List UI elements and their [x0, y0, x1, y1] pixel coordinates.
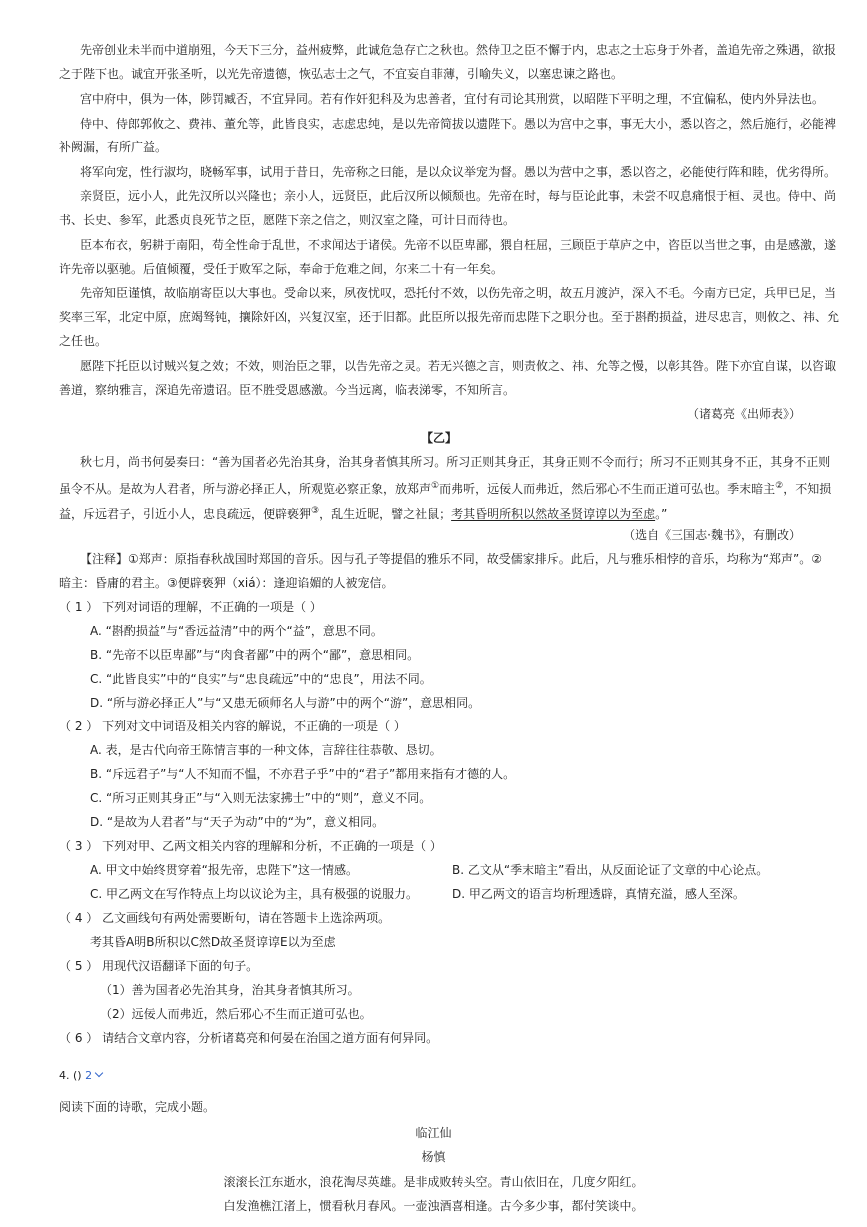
chevron-down-icon[interactable]: [95, 1069, 103, 1077]
yi-line2: [59, 476, 831, 499]
q2-option-a[interactable]: A. 表，是古代向帝王陈情言事的一种文体，言辞往往恭敬、恳切。: [90, 743, 442, 757]
notes-line2: 暗主：昏庸的君主。③便辟亵狎（xiá）：逢迎谄媚的人被宠信。: [59, 576, 394, 590]
jia-p4-line1: 将军向宠，性行淑均，晓畅军事，试用于昔日，先帝称之曰能，是以众议举宠为督。愚以为营中之事，悉以咨之，必能使行阵和睦，优劣得所。: [80, 165, 837, 179]
q1-option-d[interactable]: D. “所与游必择正人”与“又患无硕师名人与游”中的两个“游”，意思相同。: [90, 696, 481, 710]
q5-sentence-1: （1）善为国者必先治其身，治其身者慎其所习。: [100, 983, 360, 997]
q3-option-c[interactable]: C. 甲乙两文在写作特点上均以议论为主，具有极强的说服力。: [90, 887, 419, 901]
yi-line2-text-c: ，不知损: [783, 482, 832, 496]
q2-option-b[interactable]: B. “斥远君子”与“人不知而不愠，不亦君子乎”中的“君子”都用来指有才德的人。: [90, 767, 516, 781]
yi-line3-text-a: 益，斥远君子，引近小人，忠良疏远，便辟亵狎: [59, 507, 312, 521]
jia-p3-line2: 补阙漏，有所广益。: [59, 140, 168, 154]
question-4-number: 4.: [59, 1069, 70, 1082]
question-4-paren: (): [73, 1069, 82, 1082]
yi-line2-text-a: 虽令不从。是故为人君者，所与游必择正人，所观览必察正象，放郑声: [59, 482, 432, 496]
q2-option-c[interactable]: C. “所习正则其身正”与“入则无法家拂士”中的“则”，意义不同。: [90, 791, 432, 805]
jia-p6-line1: 臣本布衣，躬耕于南阳，苟全性命于乱世，不求闻达于诸侯。先帝不以臣卑鄙，猥自枉屈，三顾臣于草庐之中，咨臣以当世之事，由是感激，遂: [80, 238, 837, 252]
jia-p2-line1: 宫中府中，俱为一体，陟罚臧否，不宜异同。若有作奸犯科及为忠善者，宜付有司论其刑赏，以昭陛下平明之理，不宜偏私，使内外异法也。: [80, 92, 825, 106]
poem-instruction: 阅读下面的诗歌，完成小题。: [59, 1100, 216, 1114]
q4-stem: （ 4 ） 乙文画线句有两处需要断句，请在答题卡上选涂两项。: [59, 911, 391, 925]
note-ref-2: ②: [775, 481, 784, 491]
q6-stem: （ 6 ） 请结合文章内容，分析诸葛亮和何晏在治国之道方面有何异同。: [59, 1031, 439, 1045]
yi-line3-text-b: ，乱生近昵，譬之社鼠；: [319, 507, 452, 521]
jia-p1-line1: 先帝创业未半而中道崩殂，今天下三分，益州疲弊，此诚危急存亡之秋也。然侍卫之臣不懈于内，忠志之士忘身于外者，盖追先帝之殊遇，欲报: [80, 43, 837, 57]
q5-stem: （ 5 ） 用现代汉语翻译下面的句子。: [59, 959, 259, 973]
q1-option-a[interactable]: A. “斟酌损益”与“香远益清”中的两个“益”，意思不同。: [90, 624, 383, 638]
jia-p7-line1: 先帝知臣谨慎，故临崩寄臣以大事也。受命以来，夙夜忧叹，恐托付不效，以伤先帝之明，故五月渡泸，深入不毛。今南方已定，兵甲已足，当: [80, 286, 837, 300]
jia-p5-line2: 书、长史、参军，此悉贞良死节之臣，愿陛下亲之信之，则汉室之隆，可计日而待也。: [59, 213, 516, 227]
jia-p5-line1: 亲贤臣，远小人，此先汉所以兴隆也；亲小人，远贤臣，此后汉所以倾颓也。先帝在时，每与臣论此事，未尝不叹息痛恨于桓、灵也。侍中、尚: [80, 189, 837, 203]
jia-source: （诸葛亮《出师表》）: [686, 407, 801, 421]
poem-line-2: 白发渔樵江渚上，惯看秋月春风。一壶浊酒喜相逢。古今多少事，都付笑谈中。: [223, 1199, 644, 1213]
jia-p7-line2: 奖率三军，北定中原，庶竭驽钝，攘除奸凶，兴复汉室，还于旧都。此臣所以报先帝而忠陛下之职分也。至于斟酌损益，进尽忠言，则攸之、祎、允: [59, 310, 840, 324]
yi-line1: 秋七月，尚书何晏奏曰：“善为国者必先治其身，治其身者慎其所习。所习正则其身正，其身正则不令而行；所习不正则其身不正，其身不正则: [80, 455, 831, 469]
notes-line1: 【注释】①郑声：原指春秋战国时郑国的音乐。因与孔子等提倡的雅乐不同，故受儒家排斥。此后，凡与雅乐相悖的音乐，均称为“郑声”。②: [80, 552, 822, 566]
subquestion-count[interactable]: 2: [85, 1069, 93, 1082]
jia-p6-line2: 许先帝以驱驰。后值倾覆，受任于败军之际，奉命于危难之间，尔来二十有一年矣。: [59, 262, 504, 276]
q1-option-c[interactable]: C. “此皆良实”中的“良实”与“忠良疏远”中的“忠良”，用法不同。: [90, 672, 432, 686]
jia-p3-line1: 侍中、侍郎郭攸之、费祎、董允等，此皆良实，志虑忠纯，是以先帝简拔以遗陛下。愚以为宫中之事，事无大小，悉以咨之，然后施行，必能裨: [80, 117, 837, 131]
poem-title: 临江仙: [415, 1126, 452, 1140]
yi-source: （选自《三国志·魏书》，有删改）: [623, 528, 801, 542]
q1-option-b[interactable]: B. “先帝不以臣卑鄙”与“肉食者鄙”中的两个“鄙”，意思相同。: [90, 648, 420, 662]
yi-line2-text-b: 而弗听，远佞人而弗近，然后邪心不生而正道可弘也。季末暗主: [439, 482, 776, 496]
q2-option-d[interactable]: D. “是故为人君者”与“天子为动”中的“为”，意义相同。: [90, 815, 385, 829]
q4-sentence: 考其昏A明B所积以C然D故圣贤谆谆E以为至虑: [90, 935, 336, 949]
q2-stem: （ 2 ） 下列对文中词语及相关内容的解说，不正确的一项是（ ）: [59, 719, 406, 733]
jia-p7-line3: 之任也。: [59, 334, 108, 348]
note-ref-3: ③: [311, 506, 320, 516]
jia-p1-line2: 之于陛下也。诚宜开张圣听，以光先帝遗德，恢弘志士之气，不宜妄自菲薄，引喻失义，以塞忠谏之路也。: [59, 67, 624, 81]
question-4-header: [59, 1066, 102, 1086]
underlined-sentence: 考其昏明所积以然故圣贤谆谆以为至虑: [451, 507, 656, 521]
q5-sentence-2: （2）远佞人而弗近，然后邪心不生而正道可弘也。: [100, 1007, 372, 1021]
note-ref-1: ①: [431, 481, 440, 491]
q3-option-b[interactable]: B. 乙文从“季末暗主”看出，从反面论证了文章的中心论点。: [452, 863, 769, 877]
yi-heading: 【乙】: [421, 431, 458, 445]
q3-option-a[interactable]: A. 甲文中始终贯穿着“报先帝，忠陛下”这一情感。: [90, 863, 359, 877]
yi-line3: [59, 501, 667, 524]
q3-option-d[interactable]: D. 甲乙两文的语言均析理透辟，真情充溢，感人至深。: [452, 887, 745, 901]
q3-stem: （ 3 ） 下列对甲、乙两文相关内容的理解和分析，不正确的一项是（ ）: [59, 839, 442, 853]
poem-line-1: 滚滚长江东逝水，浪花淘尽英雄。是非成败转头空。青山依旧在，几度夕阳红。: [223, 1175, 644, 1189]
jia-p8-line2: 善道，察纳雅言，深追先帝遗诏。臣不胜受恩感激。今当远离，临表涕零，不知所言。: [59, 383, 516, 397]
jia-p8-line1: 愿陛下托臣以讨贼兴复之效；不效，则治臣之罪，以告先帝之灵。若无兴德之言，则责攸之、祎、允等之慢，以彰其咎。陛下亦宜自谋，以咨诹: [80, 359, 837, 373]
poem-author: 杨慎: [421, 1150, 446, 1164]
q1-stem: （ 1 ） 下列对词语的理解，不正确的一项是（ ）: [59, 600, 322, 614]
yi-line3-text-c: 。”: [655, 507, 668, 521]
